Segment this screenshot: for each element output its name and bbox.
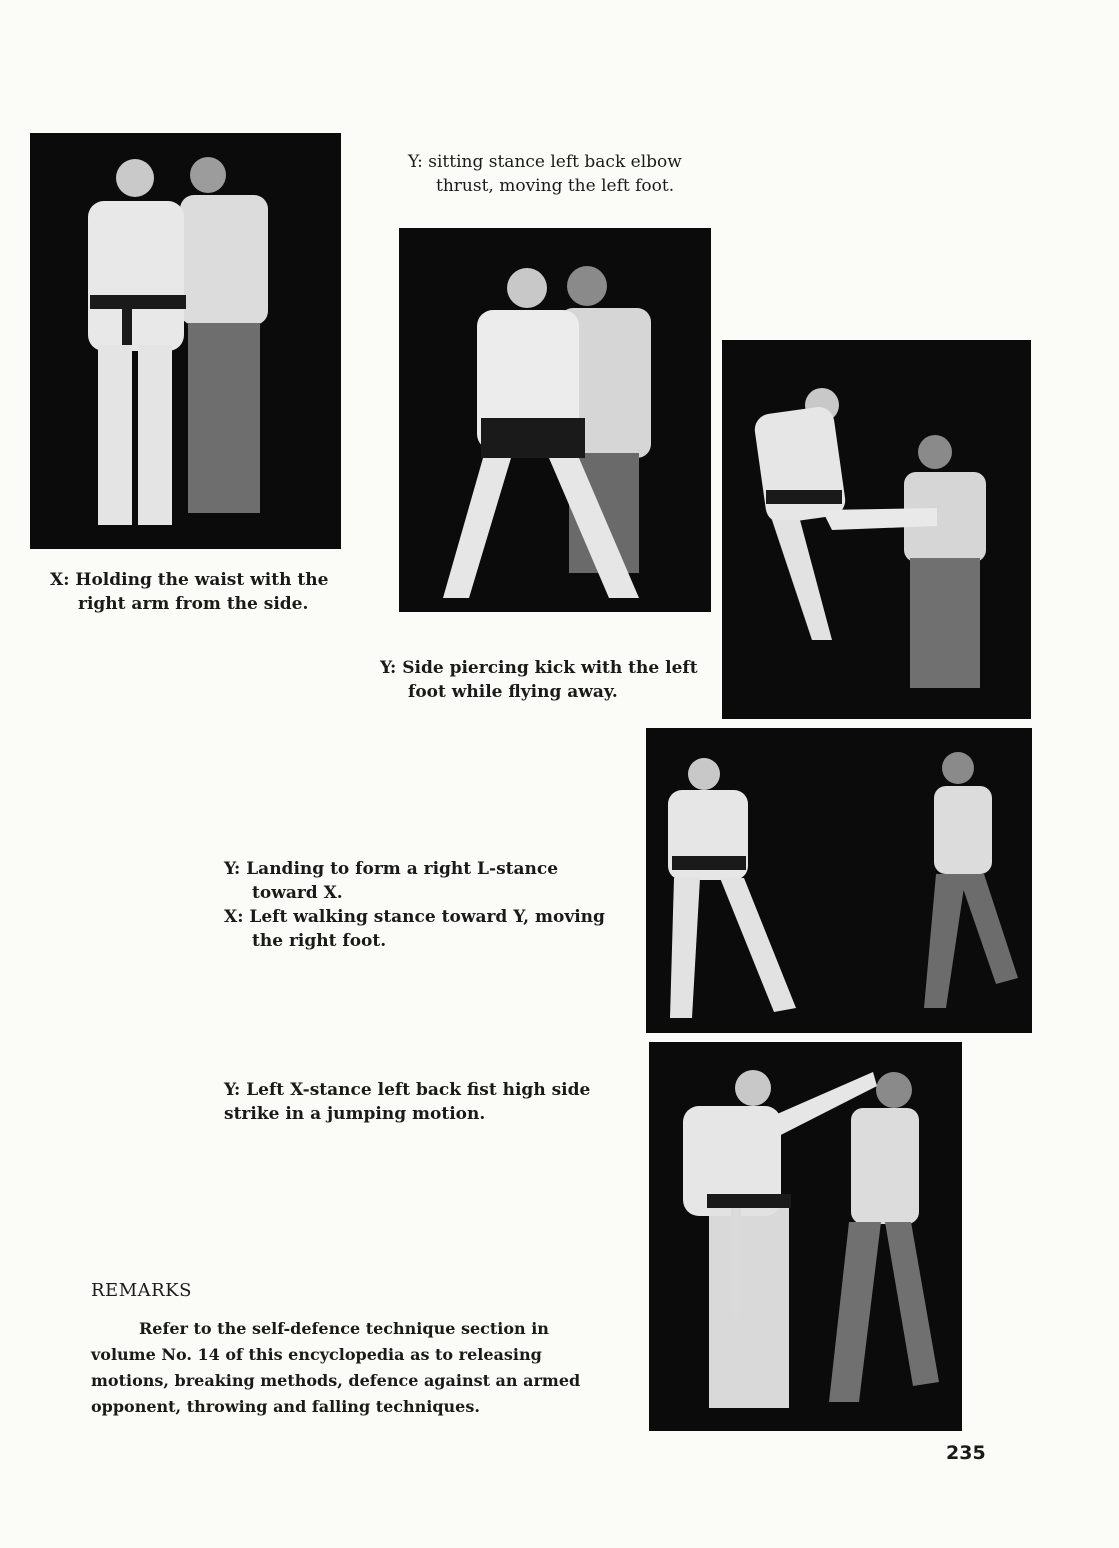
caption-line: Y: sitting stance left back elbow thrust, moving the left foot. (408, 152, 682, 196)
caption-line: Y: Side piercing kick with the left foot while flying away. (380, 658, 698, 702)
caption-line: Y: Landing to form a right L-stance toward X. (224, 859, 559, 903)
photo-flying-side-kick (722, 340, 1031, 719)
photo-holding-waist-image (30, 133, 341, 549)
caption-fig2 (408, 150, 698, 198)
caption-line: Y: Left X-stance left back fist high side strike in a jumping motion. (224, 1080, 591, 1124)
caption-line: X: Left walking stance toward Y, moving the right foot. (224, 907, 605, 951)
caption-fig3 (380, 656, 710, 704)
remarks-heading: REMARKS (91, 1280, 192, 1301)
caption-line: X: Holding the waist with the right arm from the side. (50, 570, 329, 614)
photo-l-stance (646, 728, 1032, 1033)
photo-elbow-thrust-image (399, 228, 711, 612)
caption-fig1 (50, 568, 350, 616)
caption-fig5 (224, 1078, 619, 1126)
photo-flying-side-kick-image (722, 340, 1031, 719)
photo-holding-waist (30, 133, 341, 549)
photo-back-fist-strike-image (649, 1042, 962, 1431)
photo-l-stance-image (646, 728, 1032, 1033)
caption-fig4 (224, 857, 619, 953)
photo-elbow-thrust (399, 228, 711, 612)
remarks-body: Refer to the self-defence technique section in volume No. 14 of this encyclopedia as to releasing motions, breaking methods, defence against an armed opponent, throwing and falling techniques. (91, 1319, 581, 1416)
photo-back-fist-strike (649, 1042, 962, 1431)
page-number: 235 (946, 1442, 986, 1464)
